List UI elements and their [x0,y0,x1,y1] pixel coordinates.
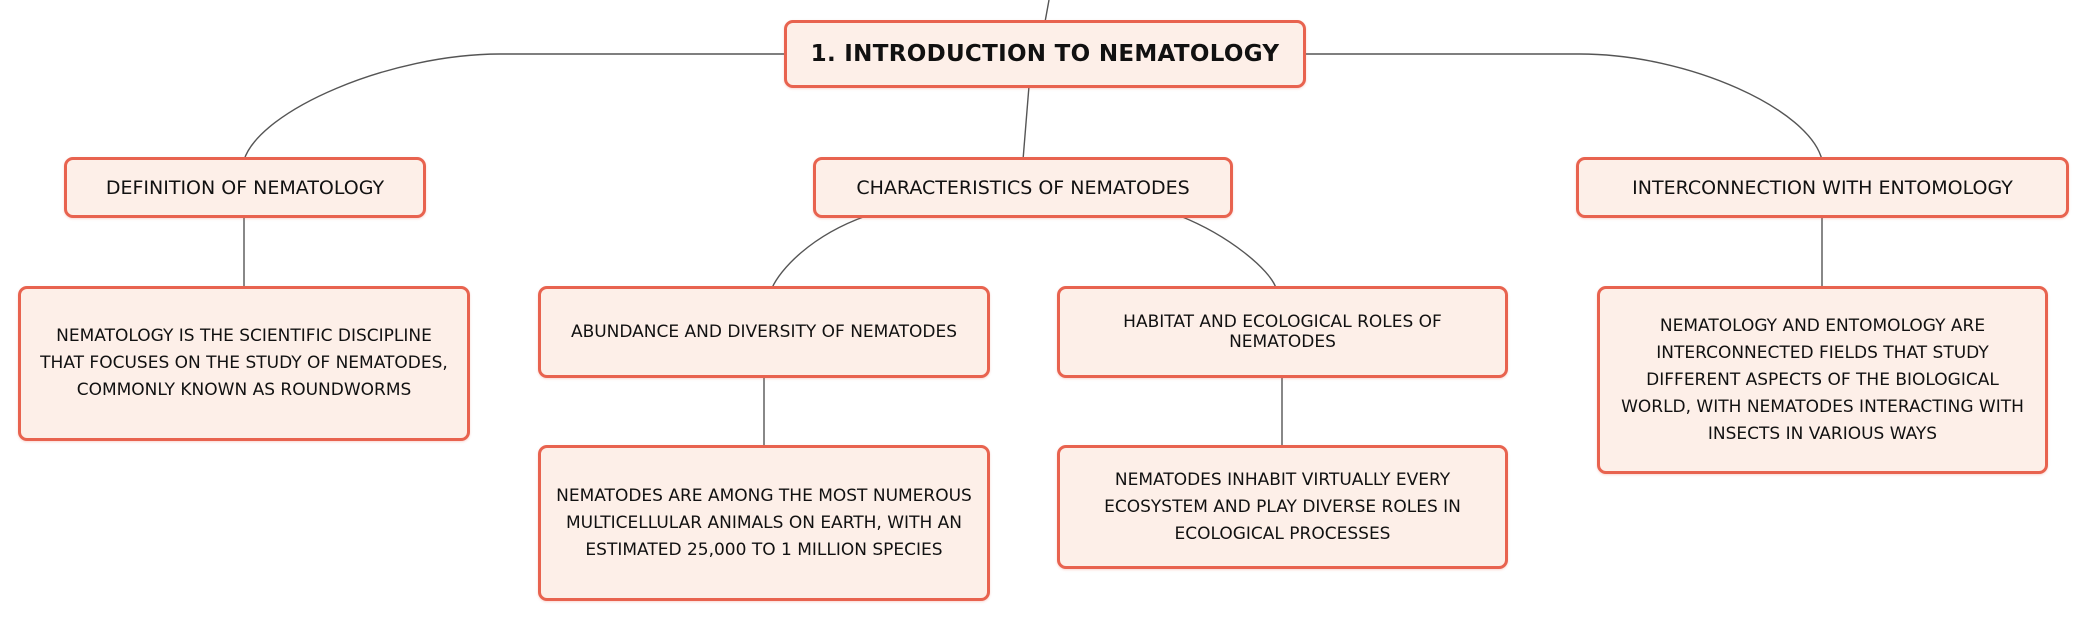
connector-root-characteristics [1023,86,1029,160]
characteristics-node[interactable] [813,157,1233,218]
definition-node-label: DEFINITION OF NEMATOLOGY [105,176,385,199]
entomology-node[interactable] [1576,157,2069,218]
abundance-node-label: ABUNDANCE AND DIVERSITY OF NEMATODES [570,322,958,342]
abundance-detail-text: NEMATODES ARE AMONG THE MOST NUMEROUS MULTICELLULAR ANIMALS ON EARTH, WITH AN ESTIMATED 25,000 TO 1 MILLION SPECIES [556,485,972,560]
habitat-detail-node[interactable] [1057,445,1508,569]
abundance-node[interactable] [538,286,990,378]
root-node[interactable] [784,20,1306,88]
connector-characteristics-habitat [1180,216,1276,288]
connector-root-parent [1045,0,1049,22]
abundance-detail-node[interactable] [538,445,990,601]
root-node-label: 1. INTRODUCTION TO NEMATOLOGY [810,41,1280,67]
habitat-node[interactable] [1057,286,1508,378]
entomology-detail-text: NEMATOLOGY AND ENTOMOLOGY ARE INTERCONNECTED FIELDS THAT STUDY DIFFERENT ASPECTS OF THE BIOLOGICAL WORLD, WITH NEMATODES INTERACTING WITH INSECTS IN VARIOUS WAYS [1621,315,2024,444]
definition-detail-text: NEMATOLOGY IS THE SCIENTIFIC DISCIPLINE THAT FOCUSES ON THE STUDY OF NEMATODES, COMMONLY KNOWN AS ROUNDWORMS [40,326,448,400]
connector-characteristics-abundance [772,216,866,288]
definition-node[interactable] [64,157,426,218]
connector-root-entomology [1306,54,1822,160]
entomology-detail-node[interactable] [1597,286,2048,474]
habitat-node-label: HABITAT AND ECOLOGICAL ROLES OF NEMATODES [1123,312,1442,352]
habitat-detail-text: NEMATODES INHABIT VIRTUALLY EVERY ECOSYSTEM AND PLAY DIVERSE ROLES IN ECOLOGICAL PROCESSES [1104,469,1461,544]
entomology-node-label: INTERCONNECTION WITH ENTOMOLOGY [1632,176,2013,199]
definition-detail-node[interactable] [18,286,470,441]
characteristics-node-label: CHARACTERISTICS OF NEMATODES [856,176,1190,199]
connector-root-definition [244,54,784,160]
